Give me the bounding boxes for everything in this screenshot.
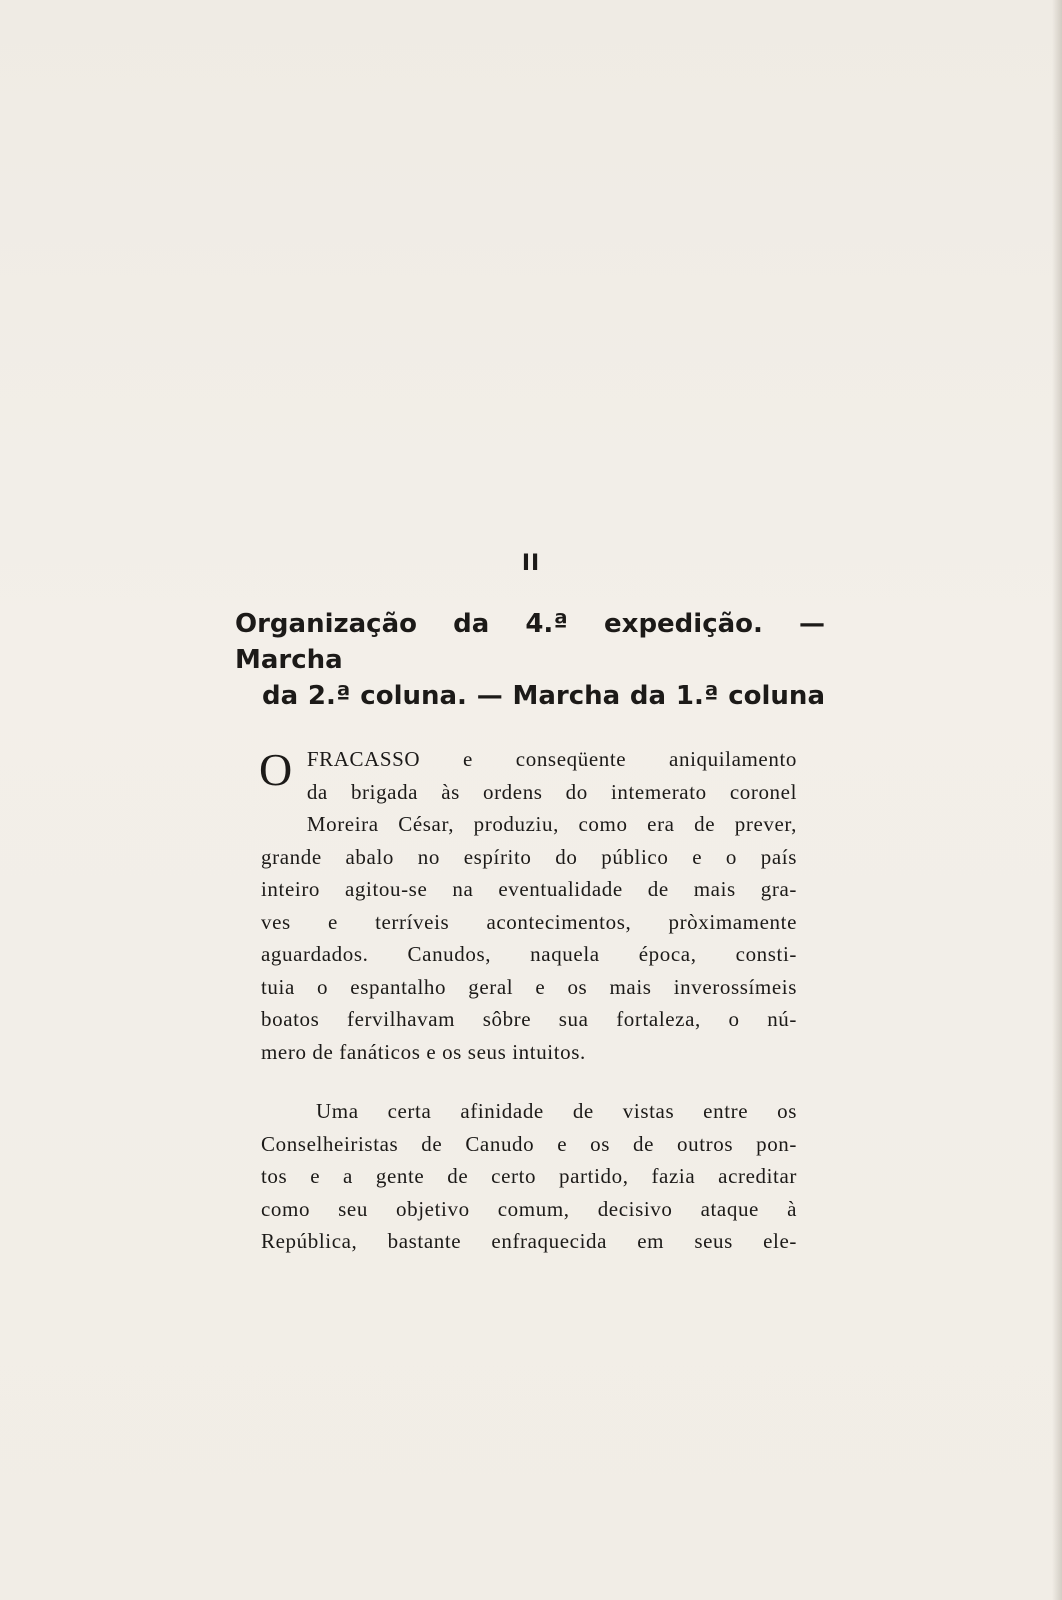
drop-cap: O <box>259 744 293 795</box>
text-line: Conselheiristas de Canudo e os de outros pon- <box>261 1131 797 1156</box>
text-line: boatos fervilhavam sôbre sua fortaleza, o nú- <box>261 1007 797 1031</box>
text-line: Uma certa afinidade de vistas entre os <box>316 1099 797 1123</box>
text-line: mero de fanáticos e os seus intuitos. <box>261 1039 586 1064</box>
text-line: ves e terríveis acontecimentos, pròximamente <box>261 909 797 934</box>
text-line: República, bastante enfraquecida em seus ele- <box>261 1229 797 1253</box>
text-line: tos e a gente de certo partido, fazia acreditar <box>261 1164 797 1188</box>
chapter-number: II <box>521 551 541 576</box>
text-line: tuia o espantalho geral e os mais inverossímeis <box>261 974 797 999</box>
paragraph <box>261 743 797 1068</box>
text-line: aguardados. Canudos, naquela época, consti- <box>261 942 797 966</box>
text-line: da brigada às ordens do intemerato coronel <box>306 779 797 804</box>
paragraph <box>261 1095 797 1258</box>
chapter-title-line: Organização da 4.ª expedição. — Marcha <box>235 609 825 675</box>
chapter-title <box>235 606 825 714</box>
text-line: como seu objetivo comum, decisivo ataque à <box>261 1196 797 1221</box>
text-line: Moreira César, produziu, como era de prever, <box>306 812 797 836</box>
text-line: FRACASSO e conseqüente aniquilamento <box>306 747 797 771</box>
text-line: inteiro agitou-se na eventualidade de mais gra- <box>261 877 797 901</box>
chapter-title-line: da 2.ª coluna. — Marcha da 1.ª coluna <box>262 681 825 711</box>
text-line: grande abalo no espírito do público e o país <box>261 844 797 869</box>
page-edge-shadow <box>1052 0 1062 1600</box>
